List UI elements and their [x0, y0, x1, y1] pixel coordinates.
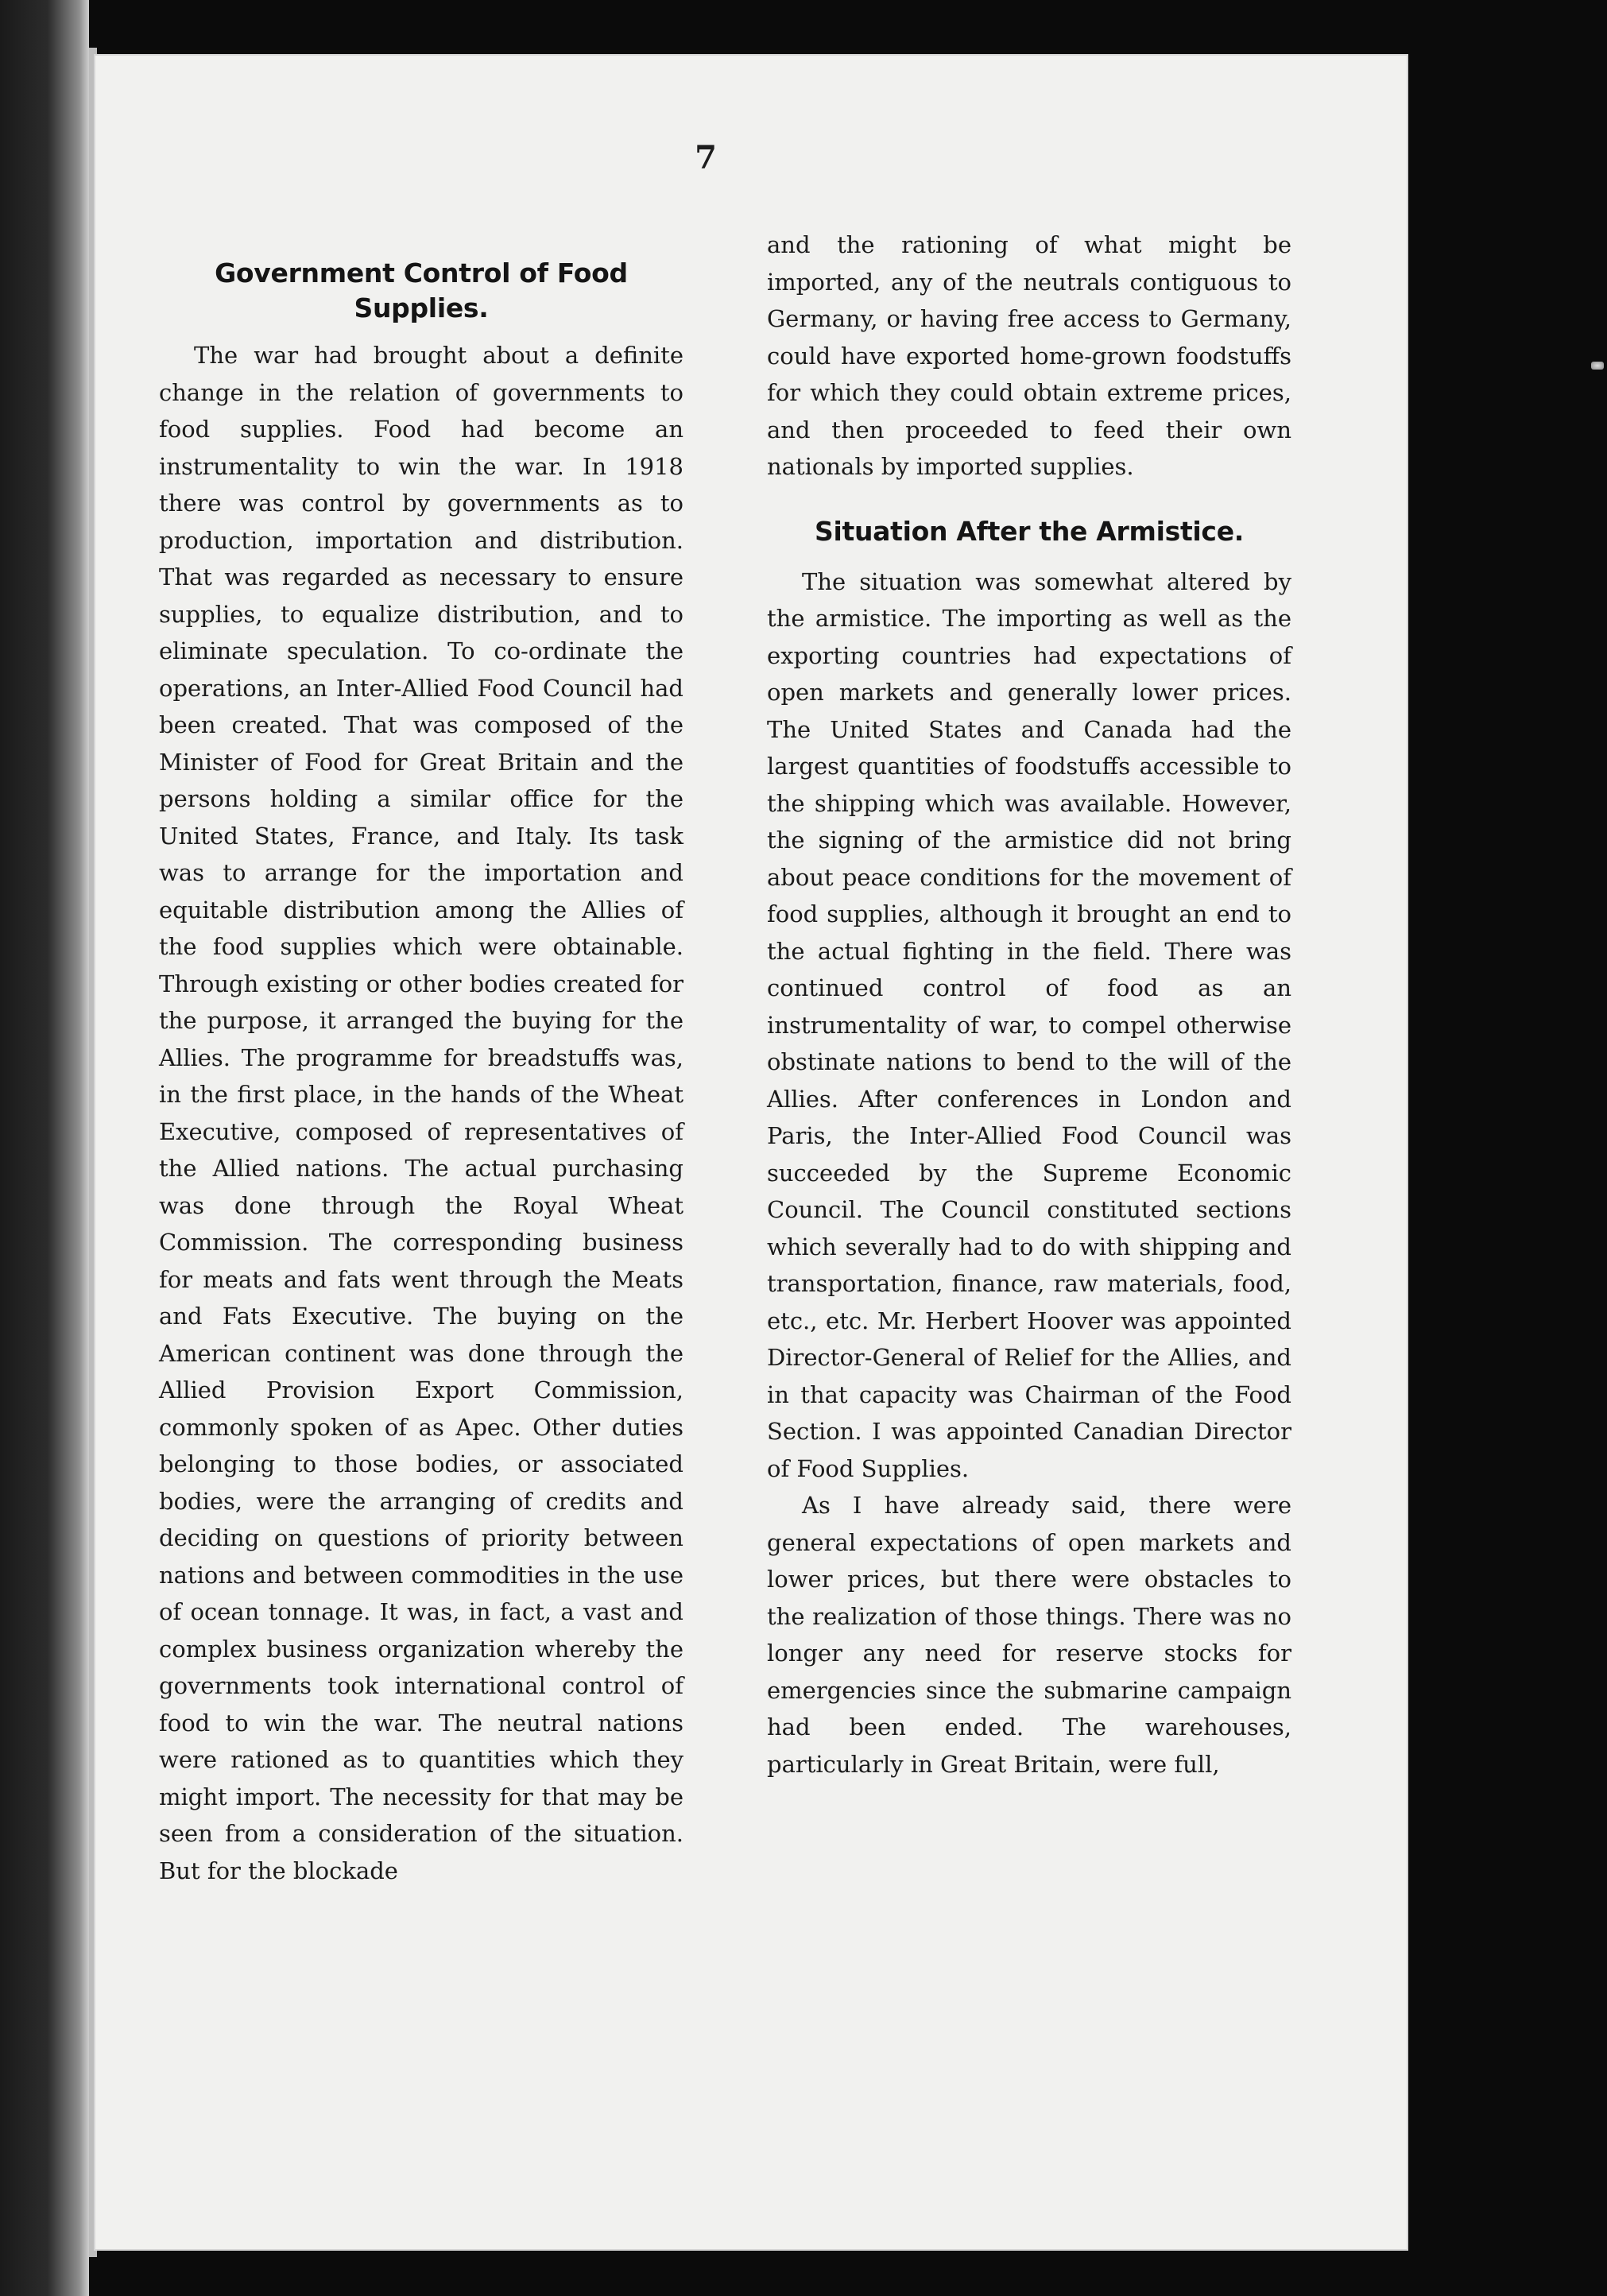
right-column: [767, 227, 1291, 1783]
section-heading-armistice: Situation After the Armistice.: [814, 515, 1245, 547]
page-number: 7: [695, 139, 717, 176]
left-column: [159, 256, 683, 1889]
paragraph-continuation: and the rationing of what might be imported, any of the neutrals contiguous to Germany, or having free access to Germany, could have exported home-grown foodstuffs for which they could obtain extreme prices, and then proceeded to feed their own nationals by imported supplies.: [767, 231, 1291, 480]
scan-artifact-mark: [1591, 362, 1604, 370]
scan-left-border: [0, 0, 89, 2296]
section-heading-government-control: Government Control of Food Supplies.: [215, 257, 628, 323]
paragraph-armistice-2: As I have already said, there were general expectations of open markets and lower prices, but there were obstacles to the realization of those things. There was no longer any need for reserve stocks for emergencies since the submarine campaign had been ended. The warehouses, particularly in Great Britain, were full,: [767, 1492, 1291, 1778]
paragraph-government-control: The war had brought about a definite change in the relation of governments to food supplies. Food had become an instrumentality to win the war. In 1918 there was control by governments as to production, importation and distribution. That was regarded as necessary to ensure supplies, to equalize distribution, and to eliminate speculation. To co-ordinate the operations, an Inter-Allied Food Council had been created. That was composed of the Minister of Food for Great Britain and the persons holding a similar office for the United States, France, and Italy. Its task was to arrange for the importation and equitable distribution among the Allies of the food supplies which were obtainable. Through existing or other bodies created for the purpose, it arranged the buying for the Allies. The programme for breadstuffs was, in the first place, in the hands of the Wheat Executive, composed of representatives of the Allied nations. The actual purchasing was done through the Royal Wheat Commission. The corresponding business for meats and fats went through the Meats and Fats Executive. The buying on the American continent was done through the Allied Provision Export Commission, commonly spoken of as Apec. Other duties belonging to those bodies, or associated bodies, were the arranging of credits and deciding on questions of priority between nations and between commodities in the use of ocean tonnage. It was, in fact, a vast and complex business organization whereby the governments took international control of food to win the war. The neutral nations were rationed as to quantities which they might import. The necessity for that may be seen from a consideration of the situation. But for the blockade: [159, 342, 683, 1884]
paragraph-armistice-1: The situation was somewhat altered by the armistice. The importing as well as the exporting countries had expectations of open markets and generally lower prices. The United States and Canada had the largest quantities of foodstuffs accessible to the shipping which was available. However, the signing of the armistice did not bring about peace conditions for the movement of food supplies, although it brought an end to the actual fighting in the field. There was continued control of food as an instrumentality of war, to compel otherwise obstinate nations to bend to the will of the Allies. After conferences in London and Paris, the Inter-Allied Food Council was succeeded by the Supreme Economic Council. The Council constituted sections which severally had to do with shipping and transportation, finance, raw materials, food, etc., etc. Mr. Herbert Hoover was appointed Director-General of Relief for the Allies, and in that capacity was Chairman of the Food Section. I was appointed Canadian Director of Food Supplies.: [767, 567, 1291, 1482]
